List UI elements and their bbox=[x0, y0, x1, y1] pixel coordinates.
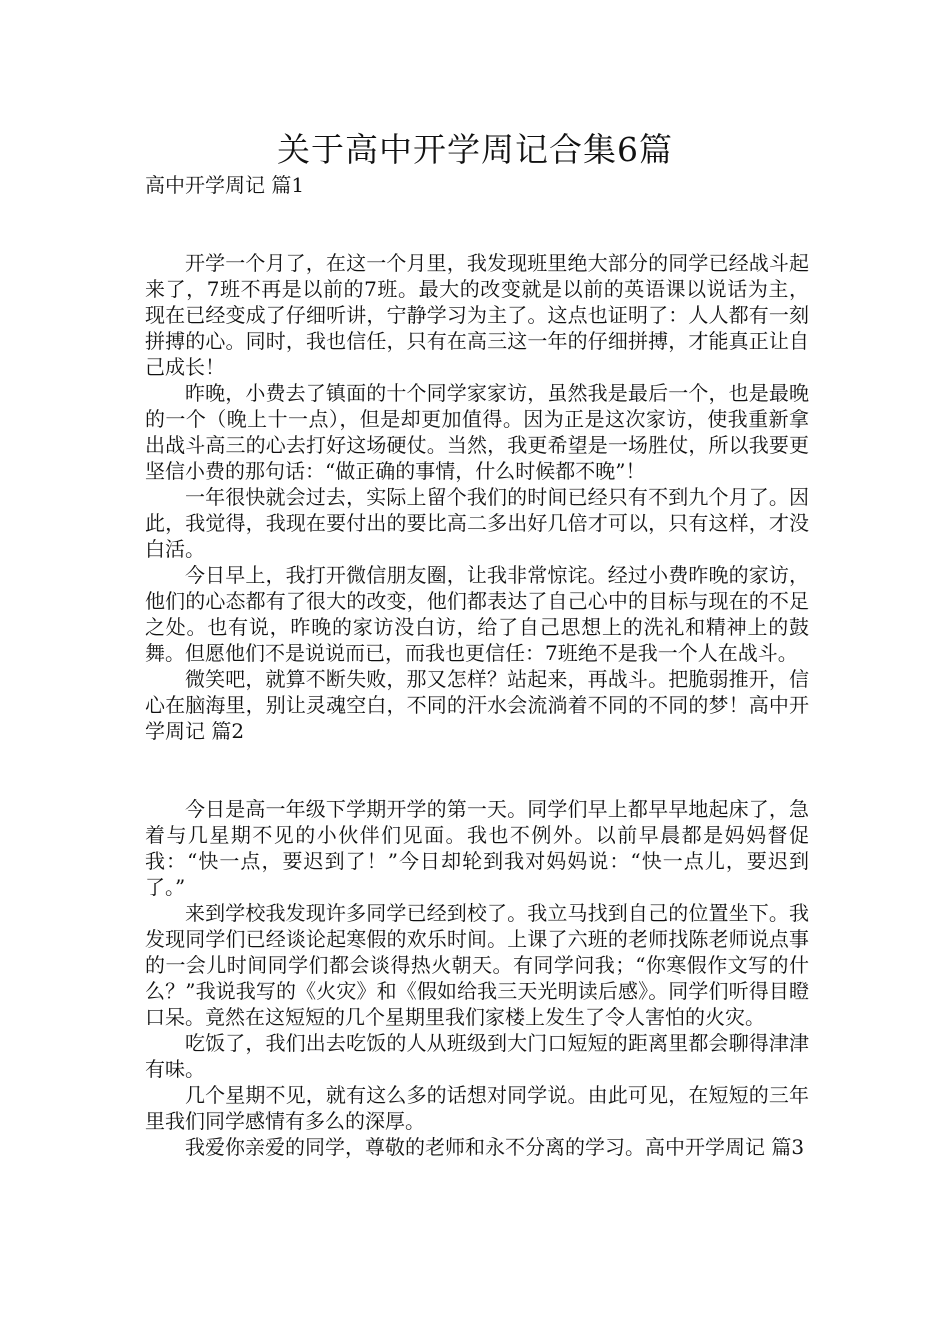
paragraph-with-heading bbox=[145, 666, 809, 744]
document-body bbox=[145, 172, 809, 1160]
paragraph: 一年很快就会过去，实际上留个我们的时间已经只有不到九个月了。因此，我觉得，我现在要付出的要比高二多出好几倍才可以，只有这样，才没白活。 bbox=[145, 485, 809, 561]
paragraph: 几个星期不见，就有这么多的话想对同学说。由此可见，在短短的三年里我们同学感情有多么的深厚。 bbox=[145, 1083, 809, 1133]
paragraph: 吃饭了，我们出去吃饭的人从班级到大门口短短的距离里都会聊得津津有味。 bbox=[145, 1031, 809, 1081]
paragraph-text: 微笑吧，就算不断失败，那又怎样？站起来，再战斗。把脆弱推开，信心在脑海里，别让灵魂空白，不同的汗水会流淌着不同的不同的梦！ bbox=[145, 667, 809, 717]
paragraph: 今日早上，我打开微信朋友圈，让我非常惊诧。经过小费昨晚的家访，他们的心态都有了很大的改变，他们都表达了自己心中的目标与现在的不足之处。也有说，昨晚的家访没白访，给了自己思想上的洗礼和精神上的鼓舞。但愿他们不是说说而已，而我也更信任：7班绝不是我一个人在战斗。 bbox=[145, 563, 809, 665]
paragraph-with-heading bbox=[145, 1134, 809, 1160]
section-heading-1: 高中开学周记 篇1 bbox=[145, 173, 305, 197]
paragraph: 今日是高一年级下学期开学的第一天。同学们早上都早早地起床了，急着与几星期不见的小伙伴们见面。我也不例外。以前早晨都是妈妈督促我：“快一点，要迟到了！”今日却轮到我对妈妈说：“快一点儿，要迟到了。” bbox=[145, 797, 809, 899]
section-heading-2: 高中开学周记 篇2 bbox=[145, 693, 809, 743]
paragraph: 来到学校我发现许多同学已经到校了。我立马找到自己的位置坐下。我发现同学们已经谈论起寒假的欢乐时间。上课了六班的老师找陈老师说点事的一会儿时间同学们都会谈得热火朝天。有同学问我；“你寒假作文写的什么？”我说我写的《火灾》和《假如给我三天光明读后感》。同学们听得目瞪口呆。竟然在这短短的几个星期里我们家楼上发生了令人害怕的火灾。 bbox=[145, 901, 809, 1029]
section-heading-3: 高中开学周记 篇3 bbox=[645, 1135, 805, 1159]
spacer bbox=[145, 744, 809, 796]
document-title: 关于高中开学周记合集6篇 bbox=[277, 130, 673, 169]
paragraph: 昨晚，小费去了镇面的十个同学家家访，虽然我是最后一个，也是最晚的一个（晚上十一点），但是却更加值得。因为正是这次家访，使我重新拿出战斗高三的心去打好这场硬仗。当然，我更希望是一场胜仗，所以我要更坚信小费的那句话：“做正确的事情，什么时候都不晚”！ bbox=[145, 381, 809, 483]
spacer bbox=[145, 198, 809, 250]
paragraph: 开学一个月了，在这一个月里，我发现班里绝大部分的同学已经战斗起来了，7班不再是以前的7班。最大的改变就是以前的英语课以说话为主，现在已经变成了仔细听讲，宁静学习为主了。这点也证明了：人人都有一刻拼搏的心。同时，我也信任，只有在高三这一年的仔细拼搏，才能真正让自己成长！ bbox=[145, 251, 809, 379]
paragraph-text: 我爱你亲爱的同学，尊敬的老师和永不分离的学习。 bbox=[185, 1135, 645, 1159]
